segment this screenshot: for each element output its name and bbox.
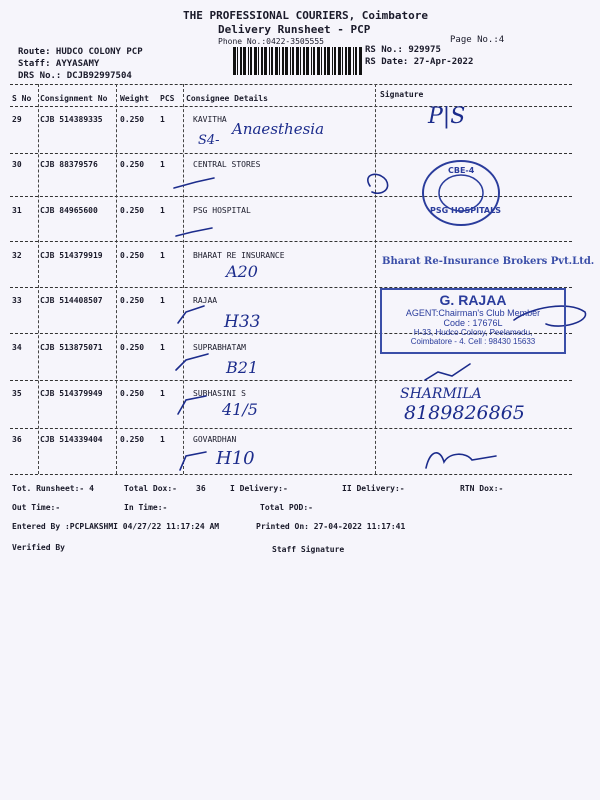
tick-mark [180,452,206,470]
route-label: Route: HUDCO COLONY PCP [18,47,143,57]
stamp-name: G. RAJAA [439,292,507,308]
handwritten-address: 41/5 [222,400,258,419]
row-consignee: BHARAT RE INSURANCE [193,251,285,260]
row-sno: 29 [12,115,22,124]
row-consignment: CJB 514379949 [40,389,103,398]
row-sno: 34 [12,343,22,352]
handwritten-address: B21 [226,358,259,377]
handwritten-address: A20 [226,262,258,281]
runsheet-title: Delivery Runsheet - PCP [218,23,371,36]
stamp-text: H-33, Hudco Colony, Peelamedu, [413,328,533,337]
row-consignment: CJB 88379576 [40,160,98,169]
rs-number: RS No.: 929975 [365,45,441,55]
signature-mark [368,174,388,193]
i-delivery: I Delivery:- [230,484,288,493]
rtn-dox: RTN Dox:- [460,484,504,493]
handwritten-note: S4- [198,133,220,148]
stamp-text: Coimbatore - 4. Cell : 98430 15633 [410,337,536,346]
phone-number: Phone No.:0422-3505555 [218,37,324,46]
tick-mark [178,396,206,414]
row-sno: 33 [12,296,22,305]
row-pcs: 1 [160,206,165,215]
row-weight: 0.250 [120,115,145,124]
row-weight: 0.250 [120,296,145,305]
stamp-text: AGENT:Chairman's Club Member [405,308,541,318]
row-weight: 0.250 [120,206,145,215]
row-consignment: CJB 514379919 [40,251,103,260]
handwritten-address: H33 [224,312,261,332]
row-consignment: CJB 513875071 [40,343,103,352]
total-pod: Total POD:- [260,503,313,512]
row-sno: 35 [12,389,22,398]
stamp-text: CBE-4 [448,166,475,175]
row-sno: 32 [12,251,22,260]
in-time: In Time:- [124,503,168,512]
row-weight: 0.250 [120,343,145,352]
row-pcs: 1 [160,389,165,398]
col-sno: S No [12,94,32,103]
out-time: Out Time:- [12,503,61,512]
col-consignment: Consignment No [40,94,108,103]
row-pcs: 1 [160,296,165,305]
printed-on: Printed On: 27-04-2022 11:17:41 [256,522,406,531]
tot-runsheet: Tot. Runsheet:- 4 [12,484,94,493]
total-dox-label: Total Dox:- [124,484,177,493]
row-consignee: GOVARDHAN [193,435,237,444]
row-consignee: PSG HOSPITAL [193,206,251,215]
row-consignee: KAVITHA [193,115,227,124]
row-sno: 36 [12,435,22,444]
row-weight: 0.250 [120,251,145,260]
page-number: Page No.:4 [450,35,505,45]
agent-stamp [380,288,566,354]
handwritten-address: H10 [216,448,255,469]
handwritten-name: SHARMILA [400,386,482,402]
handwritten-signature: P|S [428,104,466,129]
stamp-text: Code : 17676L [443,318,503,328]
signature-mark [426,453,496,468]
col-pcs: PCS [160,94,175,103]
row-pcs: 1 [160,160,165,169]
row-pcs: 1 [160,435,165,444]
tick-mark [176,354,208,370]
tick-mark [174,178,214,188]
row-consignee: SUPRABHATAM [193,343,246,352]
rs-date: RS Date: 27-Apr-2022 [365,57,474,67]
col-weight: Weight [120,94,149,103]
row-weight: 0.250 [120,160,145,169]
psg-hospital-stamp [420,158,502,228]
row-consignment: CJB 514389335 [40,115,103,124]
row-pcs: 1 [160,115,165,124]
company-name: THE PROFESSIONAL COURIERS, Coimbatore [183,9,429,22]
row-weight: 0.250 [120,389,145,398]
staff-label: Staff: AYYASAMY [18,59,100,69]
col-signature: Signature [380,90,424,99]
row-consignment: CJB 84965600 [40,206,98,215]
row-sno: 30 [12,160,22,169]
staff-signature: Staff Signature [272,545,345,554]
row-consignee: RAJAA [193,296,218,305]
signature-mark [425,364,470,380]
tick-mark [176,228,212,236]
drs-number: DRS No.: DCJB92997504 [18,71,132,81]
handwritten-note: Anaesthesia [232,120,325,138]
ii-delivery: II Delivery:- [342,484,405,493]
verified-by: Verified By [12,543,65,552]
row-consignee: CENTRAL STORES [193,160,261,169]
total-dox-value: 36 [196,484,206,493]
row-weight: 0.250 [120,435,145,444]
stamp-text: PSG HOSPITALS [430,206,501,215]
bharat-stamp: Bharat Re-Insurance Brokers Pvt.Ltd. [382,256,595,267]
row-pcs: 1 [160,343,165,352]
row-pcs: 1 [160,251,165,260]
entered-by: Entered By :PCPLAKSHMI 04/27/22 11:17:24 AM [12,522,220,531]
row-consignment: CJB 514339404 [40,435,103,444]
col-consignee: Consignee Details [186,94,268,103]
row-consignment: CJB 514408507 [40,296,103,305]
tick-mark [178,306,204,323]
row-sno: 31 [12,206,22,215]
row-consignee: SUBHASINI S [193,389,246,398]
handwritten-phone: 8189826865 [404,402,525,424]
